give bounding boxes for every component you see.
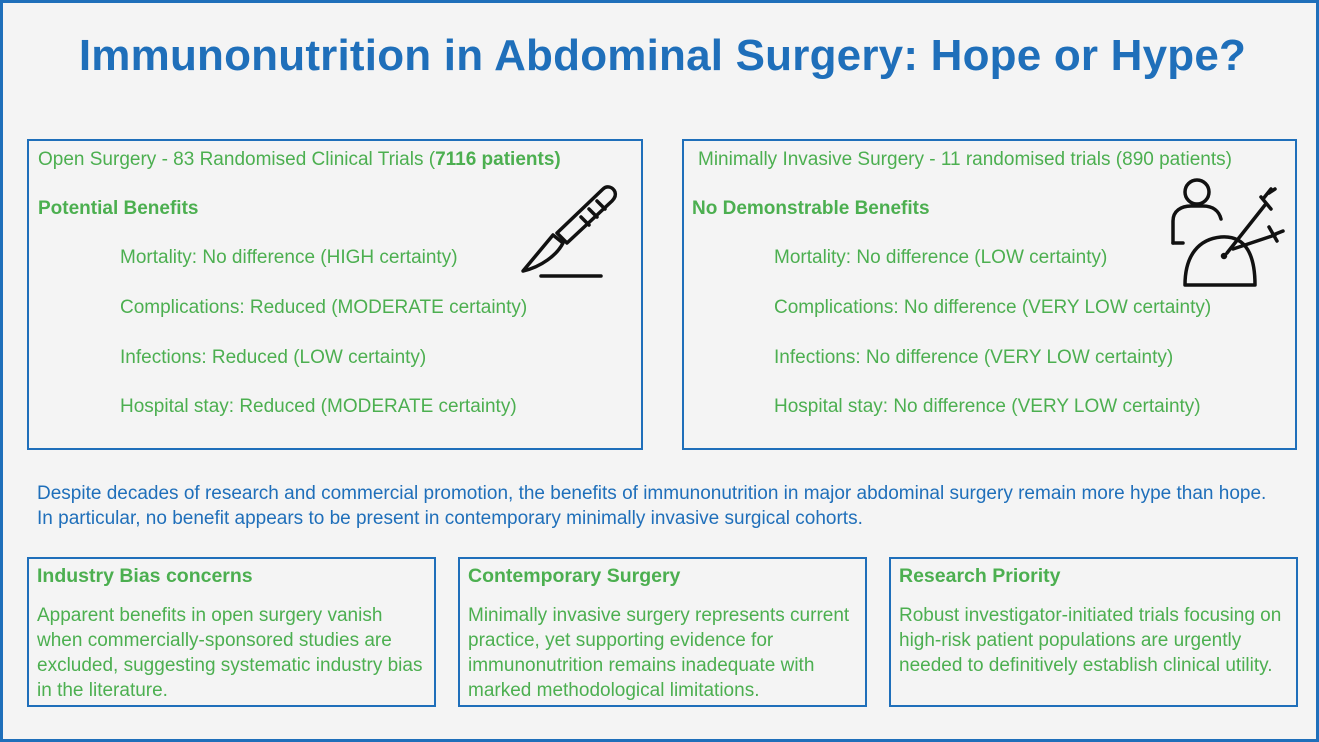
mis-outcome-hospital-stay: Hospital stay: No difference (VERY LOW certainty) — [774, 396, 1201, 417]
card-body: Apparent benefits in open surgery vanish when commercially-sponsored studies are excluded, suggesting systematic industry bias in the literature. — [37, 605, 423, 701]
open-outcome-complications: Complications: Reduced (MODERATE certainty) — [120, 297, 528, 318]
mis-subtitle: No Demonstrable Benefits — [692, 198, 930, 219]
card-research-priority — [889, 557, 1298, 707]
mis-header: Minimally Invasive Surgery - 11 randomised trials (890 patients) — [698, 149, 1232, 170]
laparoscopic-surgery-icon — [1169, 177, 1287, 289]
mis-outcome-infections: Infections: No difference (VERY LOW certainty) — [774, 347, 1174, 368]
card-heading: Industry Bias concerns — [37, 565, 253, 587]
summary-statement: Despite decades of research and commercial promotion, the benefits of immunonutrition in major abdominal surgery remain more hype than hope. In particular, no benefit appears to be present in contemporary minimally invasive surgical cohorts. — [37, 483, 1267, 529]
card-heading: Contemporary Surgery — [468, 565, 681, 587]
open-outcome-infections: Infections: Reduced (LOW certainty) — [120, 347, 427, 368]
open-outcome-hospital-stay: Hospital stay: Reduced (MODERATE certainty) — [120, 396, 517, 417]
mis-outcome-mortality: Mortality: No difference (LOW certainty) — [774, 247, 1108, 268]
open-surgery-header-text: Open Surgery - 83 Randomised Clinical Trials ( — [38, 149, 436, 170]
card-body: Robust investigator-initiated trials focusing on high-risk patient populations are urgently needed to definitively establish clinical utility. — [899, 605, 1282, 676]
open-surgery-panel — [27, 139, 643, 450]
card-contemporary-surgery — [458, 557, 867, 707]
card-heading: Research Priority — [899, 565, 1061, 587]
open-surgery-subtitle: Potential Benefits — [38, 198, 199, 219]
open-surgery-patient-count: 7116 patients) — [435, 149, 561, 170]
card-industry-bias — [27, 557, 436, 707]
open-outcome-mortality: Mortality: No difference (HIGH certainty) — [120, 247, 458, 268]
scalpel-icon — [519, 183, 619, 281]
minimally-invasive-panel — [682, 139, 1297, 450]
page-title: Immunonutrition in Abdominal Surgery: Hope or Hype? — [78, 31, 1247, 80]
mis-outcome-complications: Complications: No difference (VERY LOW certainty) — [774, 297, 1212, 318]
card-body: Minimally invasive surgery represents current practice, yet supporting evidence for immunonutrition remains inadequate with marked methodological limitations. — [468, 605, 850, 701]
open-surgery-header — [38, 149, 561, 171]
